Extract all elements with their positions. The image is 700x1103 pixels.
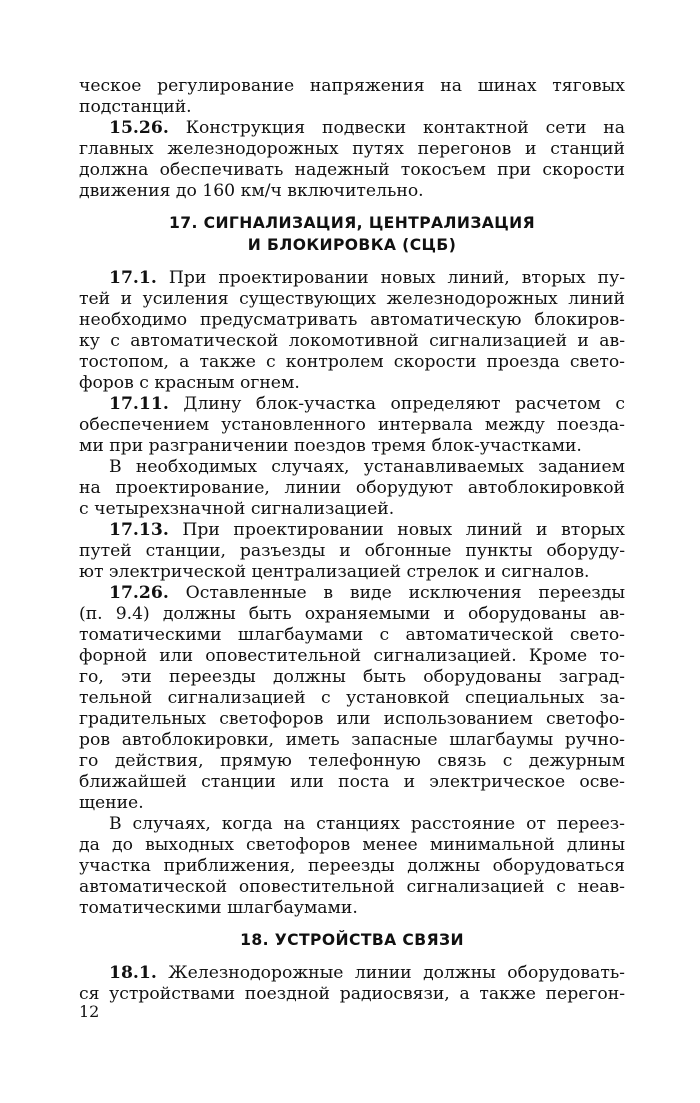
text-line: форов с красным огнем. <box>79 373 300 393</box>
text-line: томатическими шлагбаумами. <box>79 898 358 918</box>
text-line: форной или оповестительной сигнализацией. Кроме то- <box>79 646 625 666</box>
text-line: В необходимых случаях, устанавливаемых заданием <box>109 457 625 477</box>
text-line: подстанций. <box>79 97 192 117</box>
text-line: главных железнодорожных путях перегонов и станций <box>79 139 625 159</box>
text-line: градительных светофоров или использованием светофо- <box>79 709 625 729</box>
text-line: щение. <box>79 793 144 813</box>
text-line <box>79 268 625 289</box>
text-line: го действия, прямую телефонную связь с дежурным <box>79 751 625 771</box>
text-line: тельной сигнализацией с установкой специальных за- <box>79 688 625 708</box>
text-line: ся устройствами поездной радиосвязи, а также перегон- <box>79 984 625 1004</box>
heading-line: И БЛОКИРОВКА (СЦБ) <box>247 236 457 254</box>
text-line: ми при разграничении поездов тремя блок-участками. <box>79 436 582 456</box>
text-line: (п. 9.4) должны быть охраняемыми и оборудованы ав- <box>79 604 625 624</box>
text-line: ческое регулирование напряжения на шинах тяговых <box>79 76 625 96</box>
text-fragment: При проектировании новых линий и вторых <box>168 520 625 540</box>
clause-17-13 <box>79 520 625 583</box>
paragraph-continuation <box>79 76 625 118</box>
text-line <box>79 520 625 541</box>
text-fragment: Конструкция подвески контактной сети на <box>168 118 625 138</box>
text-line <box>79 118 625 139</box>
clause-17-1 <box>79 268 625 394</box>
text-fragment: При проектировании новых линий, вторых пу- <box>156 268 625 288</box>
section-heading-17 <box>79 212 625 256</box>
text-line: путей станции, разъезды и обгонные пункты оборуду- <box>79 541 625 561</box>
clause-number: 18.1. <box>109 963 157 983</box>
text-line: ближайшей станции или поста и электрическое осве- <box>79 772 625 792</box>
clause-18-1 <box>79 963 625 1005</box>
text-line: ют электрической централизацией стрелок и сигналов. <box>79 562 590 582</box>
text-line: В случаях, когда на станциях расстояние от переез- <box>109 814 625 834</box>
heading-line: 17. СИГНАЛИЗАЦИЯ, ЦЕНТРАЛИЗАЦИЯ <box>168 214 535 232</box>
text-line <box>79 963 625 984</box>
text-fragment: Оставленные в виде исключения переезды <box>168 583 625 603</box>
page-number: 12 <box>79 1002 100 1021</box>
text-line: обеспечением установленного интервала между поезда- <box>79 415 625 435</box>
text-line: автоматической оповестительной сигнализацией с неав- <box>79 877 625 897</box>
text-line: должна обеспечивать надежный токосъем при скорости <box>79 160 625 180</box>
clause-number: 17.1. <box>109 268 157 288</box>
text-line: да до выходных светофоров менее минимальной длины <box>79 835 625 855</box>
heading-line: 18. УСТРОЙСТВА СВЯЗИ <box>240 931 464 949</box>
text-line: томатическими шлагбаумами с автоматической свето- <box>79 625 625 645</box>
document-page <box>79 76 625 1005</box>
clause-number: 15.26. <box>109 118 169 138</box>
text-line: ров автоблокировки, иметь запасные шлагбаумы ручно- <box>79 730 625 750</box>
clause-17-11 <box>79 394 625 457</box>
text-line: тостопом, а также с контролем скорости проезда свето- <box>79 352 625 372</box>
text-line: участка приближения, переезды должны оборудоваться <box>79 856 625 876</box>
text-line: движения до 160 км/ч включительно. <box>79 181 424 201</box>
text-fragment: Железнодорожные линии должны оборудовать- <box>156 963 625 983</box>
text-line: необходимо предусматривать автоматическую блокиров- <box>79 310 625 330</box>
clause-number: 17.26. <box>109 583 169 603</box>
clause-17-26 <box>79 583 625 814</box>
text-line: на проектирование, линии оборудуют автоблокировкой <box>79 478 625 498</box>
clause-number: 17.11. <box>109 394 169 414</box>
clause-number: 17.13. <box>109 520 169 540</box>
text-line <box>79 583 625 604</box>
clause-15-26 <box>79 118 625 202</box>
paragraph-automatic-block <box>79 457 625 520</box>
section-heading-18 <box>79 929 625 951</box>
text-line: с четырехзначной сигнализацией. <box>79 499 395 519</box>
paragraph-crossings <box>79 814 625 919</box>
text-line <box>79 394 625 415</box>
text-fragment: Длину блок-участка определяют расчетом с <box>168 394 625 414</box>
text-line: тей и усиления существующих железнодорожных линий <box>79 289 625 309</box>
text-line: го, эти переезды должны быть оборудованы заград- <box>79 667 625 687</box>
text-line: ку с автоматической локомотивной сигнализацией и ав- <box>79 331 625 351</box>
